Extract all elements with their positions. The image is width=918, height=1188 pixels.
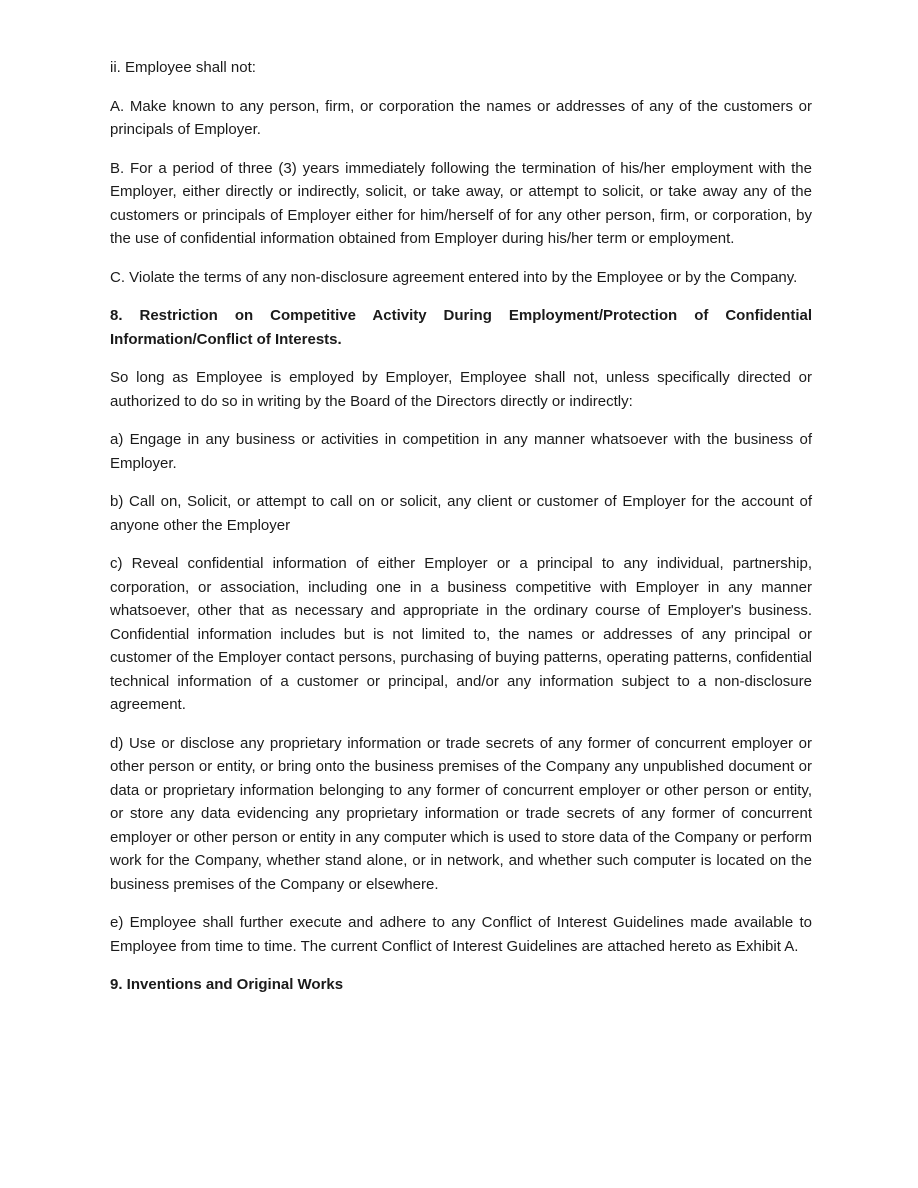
section-8-heading: 8. Restriction on Competitive Activity During Employment/Protection of Confidential Information/Conflict of Interests. [110, 307, 812, 348]
clause-8-c: c) Reveal confidential information of either Employer or a principal to any individual, partnership, corporation, or association, including one in a business competitive with Employer in any manner whatsoever, other that as necessary and appropriate in the ordinary course of Employer's business. Confidential information includes but is not limited to, the names or addresses of any principal or customer of the Employer contact persons, purchasing of buying patterns, operating patterns, confidential technical information of a customer or principal, and/or any information subject to a non-disclosure agreement. [110, 555, 812, 713]
section-8-intro: So long as Employee is employed by Employer, Employee shall not, unless specifically directed or authorized to do so in writing by the Board of the Directors directly or indirectly: [110, 369, 812, 410]
clause-8-d: d) Use or disclose any proprietary information or trade secrets of any former of concurrent employer or other person or entity, or bring onto the business premises of the Company any unpublished document or data or proprietary information belonging to any former of concurrent employer or other person or entity, or store any data evidencing any proprietary information or trade secrets of any former of concurrent employer or other person or entity in any computer which is used to store data of the Company or perform work for the Company, whether stand alone, or in network, and whether such computer is located on the business premises of the Company or elsewhere. [110, 734, 812, 893]
section-9-heading: 9. Inventions and Original Works [110, 976, 344, 993]
clause-8-e: e) Employee shall further execute and adhere to any Conflict of Interest Guidelines made available to Employee from time to time. The current Conflict of Interest Guidelines are attached hereto as Exhibit A. [110, 914, 812, 955]
clause-ii-c: C. Violate the terms of any non-disclosure agreement entered into by the Employee or by the Company. [110, 268, 798, 286]
list-item-ii: ii. Employee shall not: [110, 59, 256, 76]
clause-8-a: a) Engage in any business or activities in competition in any manner whatsoever with the business of Employer. [110, 431, 812, 472]
clause-ii-a: A. Make known to any person, firm, or corporation the names or addresses of any of the customers or principals of Employer. [110, 97, 812, 138]
clause-ii-b: B. For a period of three (3) years immediately following the termination of his/her employment with the Employer, either directly or indirectly, solicit, or take away, or attempt to solicit, or take away any of the customers or principals of Employer either for him/herself of for any other person, firm, or corporation, by the use of confidential information obtained from Employer during his/her term or employment. [110, 159, 812, 247]
clause-8-b: b) Call on, Solicit, or attempt to call on or solicit, any client or customer of Employer for the account of anyone other the Employer [110, 493, 812, 534]
